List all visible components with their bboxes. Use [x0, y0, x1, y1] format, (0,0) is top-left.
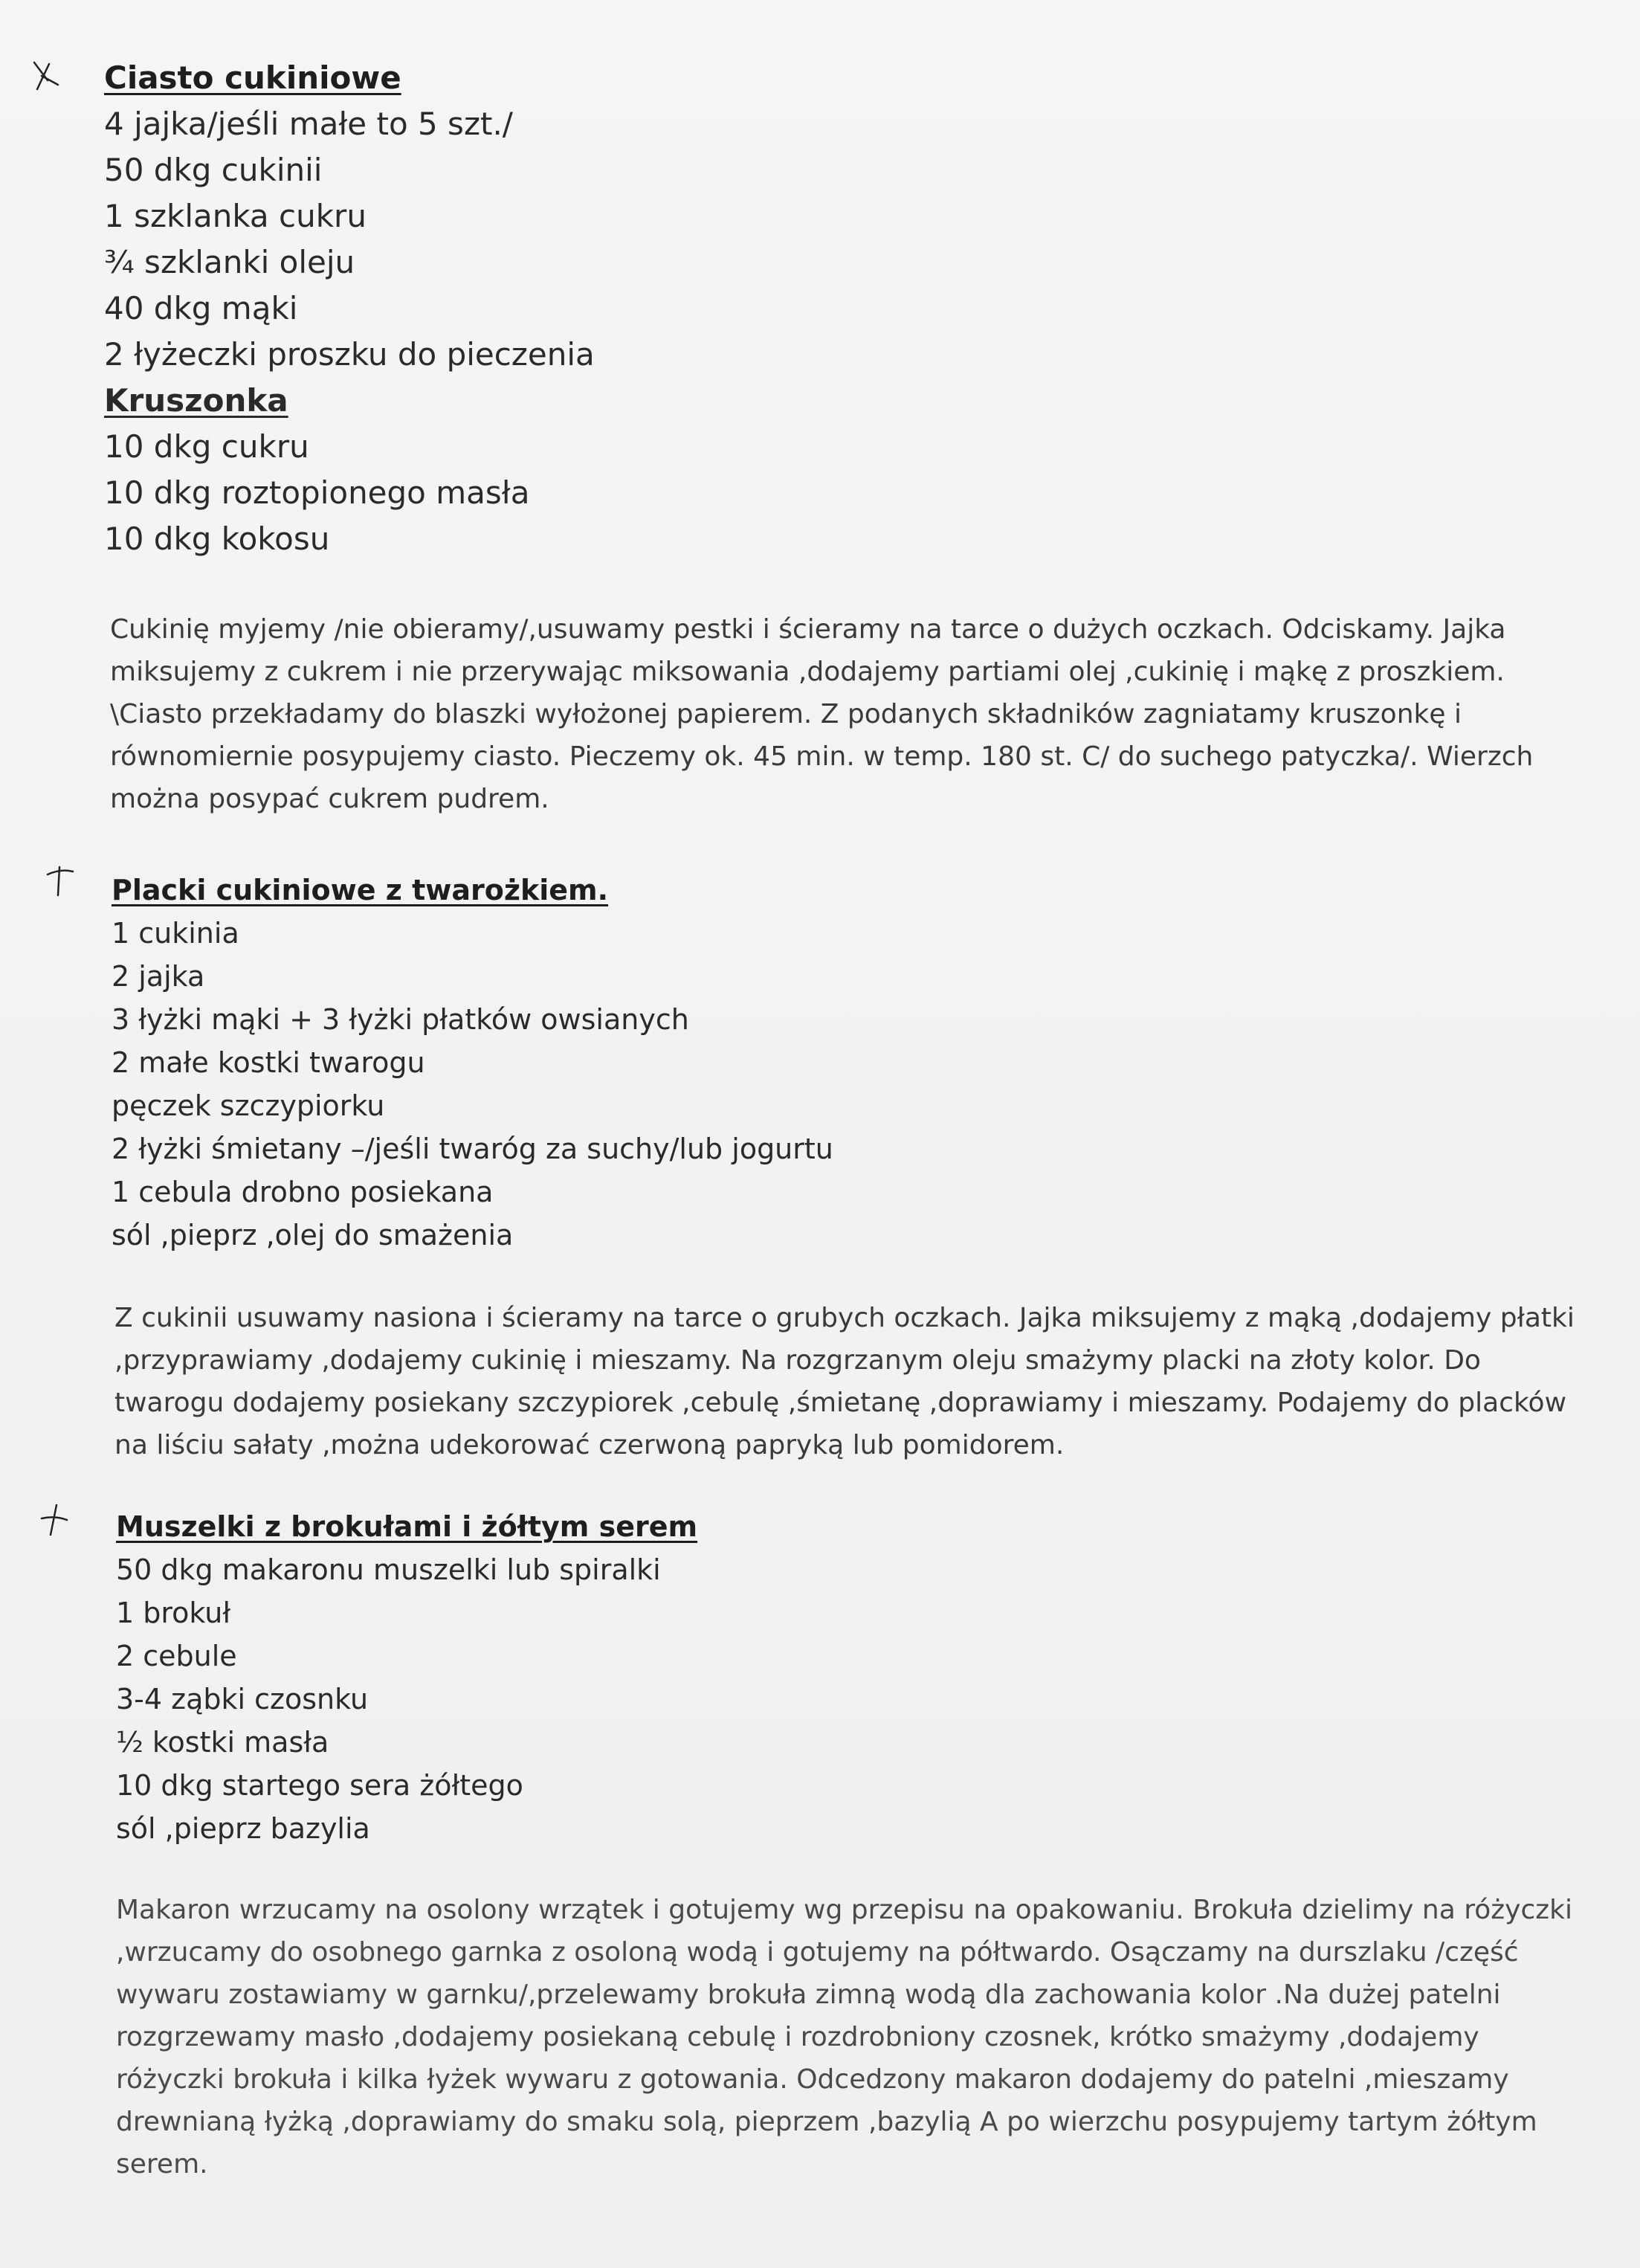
ingredient-item: 10 dkg roztopionego masła — [104, 474, 530, 511]
ingredient-item: sól ,pieprz ,olej do smażenia — [112, 1219, 514, 1251]
recipe-instructions: Z cukinii usuwamy nasiona i ścieramy na tarce o grubych oczkach. Jajka miksujemy z mąką ,dodajemy płatki ,przyprawiamy ,dodajemy cukinię i mieszamy. Na rozgrzanym oleju smażymy placki na złoty kolor. Do twarogu dodajemy posiekany szczypiorek ,cebulę ,śmietanę ,doprawiamy i mieszamy. Podajemy do placków na liściu sałaty ,można udekorować czerwoną papryką lub pomidorem. — [114, 1303, 1575, 1460]
recipe-instructions: Makaron wrzucamy na osolony wrzątek i gotujemy wg przepisu na opakowaniu. Brokuła dzielimy na różyczki ,wrzucamy do osobnego garnka z osoloną wodą i gotujemy na półtwardo. Osączamy na durszlaku /część wywaru zostawiamy w garnku/,przelewamy brokuła zimną wodą dla zachowania kolor .Na dużej patelni rozgrzewamy masło ,dodajemy posiekaną cebulę i rozdrobniony czosnek, krótko smażymy ,dodajemy różyczki brokuła i kilka łyżek wywaru z gotowania. Odcedzony makaron dodajemy do patelni ,mieszamy drewnianą łyżką ,doprawiamy do smaku solą, pieprzem ,bazylią A po wierzchu posypujemy tartym żółtym serem. — [116, 1895, 1573, 2180]
recipe-title: Muszelki z brokułami i żółtym serem — [116, 1510, 698, 1543]
ingredient-item: 40 dkg mąki — [104, 290, 298, 326]
ingredient-item: 50 dkg cukinii — [104, 152, 323, 188]
ingredient-item: 1 brokuł — [116, 1597, 231, 1629]
recipe-title: Placki cukiniowe z twarożkiem. — [112, 874, 609, 906]
sub-ingredient-list — [104, 424, 595, 562]
ingredient-item: 3 łyżki mąki + 3 łyżki płatków owsianych — [112, 1003, 689, 1036]
ingredient-item: 1 cukinia — [112, 917, 239, 950]
ingredient-list — [116, 1548, 697, 1850]
ingredient-item: 10 dkg cukru — [104, 428, 309, 465]
ingredient-item: 1 szklanka cukru — [104, 198, 367, 234]
handwritten-x-mark-icon — [37, 1502, 74, 1539]
ingredient-item: ¾ szklanki oleju — [104, 244, 355, 280]
recipe-instructions: Cukinię myjemy /nie obieramy/,usuwamy pestki i ścieramy na tarce o dużych oczkach. Odciskamy. Jajka miksujemy z cukrem i nie przerywając miksowania ,dodajemy partiami olej ,cukinię i mąkę z proszkiem. \Ciasto przekładamy do blaszki wyłożonej papierem. Z podanych składników zagniatamy kruszonkę i równomiernie posypujemy ciasto. Pieczemy ok. 45 min. w temp. 180 st. C/ do suchego patyczka/. Wierzch można posypać cukrem pudrem. — [110, 614, 1534, 814]
ingredient-item: 2 cebule — [116, 1640, 237, 1672]
ingredient-item: 2 jajka — [112, 960, 205, 993]
section-subtitle: Kruszonka — [104, 382, 288, 419]
ingredient-item: sól ,pieprz bazylia — [116, 1812, 370, 1845]
recipe-title: Ciasto cukiniowe — [104, 59, 401, 96]
ingredient-item: ½ kostki masła — [116, 1726, 329, 1759]
ingredient-item: 10 dkg startego sera żółtego — [116, 1769, 523, 1802]
ingredient-item: 2 łyżeczki proszku do pieczenia — [104, 336, 595, 373]
ingredient-item: 2 łyżki śmietany –/jeśli twaróg za suchy/lub jogurtu — [112, 1133, 833, 1165]
ingredient-item: 4 jajka/jeśli małe to 5 szt./ — [104, 106, 513, 142]
recipe-muszelki-z-brokulami — [116, 1505, 697, 1850]
ingredient-list — [112, 912, 833, 1257]
handwritten-x-mark-icon — [42, 863, 79, 900]
handwritten-x-mark-icon — [27, 58, 64, 95]
recipe-placki-cukiniowe — [112, 869, 833, 1257]
ingredient-item: 10 dkg kokosu — [104, 521, 330, 557]
recipe-ciasto-cukiniowe — [104, 55, 595, 562]
ingredient-list — [104, 101, 595, 378]
ingredient-item: 50 dkg makaronu muszelki lub spiralki — [116, 1553, 661, 1586]
ingredient-item: 2 małe kostki twarogu — [112, 1046, 425, 1079]
ingredient-item: pęczek szczypiorku — [112, 1089, 385, 1122]
ingredient-item: 3-4 ząbki czosnku — [116, 1683, 369, 1716]
ingredient-item: 1 cebula drobno posiekana — [112, 1176, 494, 1208]
